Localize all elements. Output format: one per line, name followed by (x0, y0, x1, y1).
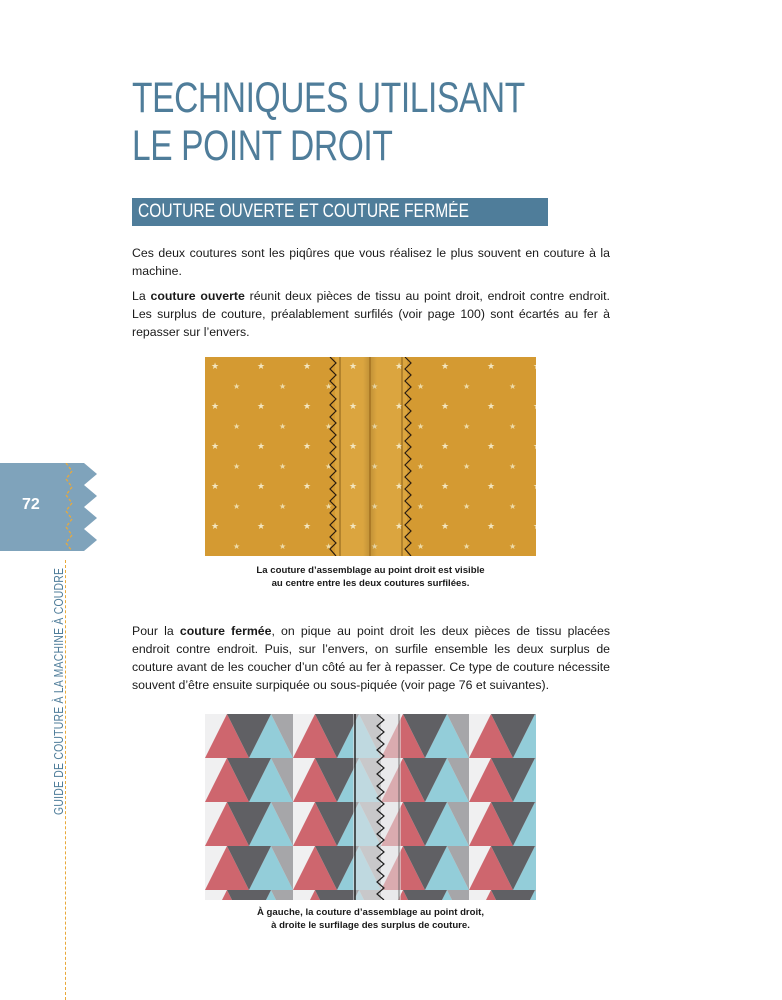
closed-seam-photo (205, 714, 536, 900)
section-banner-text: COUTURE OUVERTE ET COUTURE FERMÉE (138, 201, 469, 222)
closed-seam-intro: Pour la (132, 624, 180, 638)
page-title (132, 74, 569, 170)
section-banner (132, 198, 548, 226)
open-seam-caption (205, 564, 536, 590)
closed-seam-caption-line2: à droite le surfilage des surplus de couture. (271, 920, 470, 931)
open-seam-paragraph (132, 287, 610, 341)
open-seam-photo (205, 357, 536, 556)
intro-paragraph (132, 244, 610, 280)
side-book-title (51, 506, 66, 815)
open-seam-term: couture ouverte (150, 289, 245, 303)
closed-seam-paragraph (132, 622, 610, 694)
open-seam-illustration (205, 357, 536, 556)
closed-seam-caption (205, 906, 536, 932)
open-seam-intro: La (132, 289, 151, 303)
open-seam-caption-line1: La couture d’assemblage au point droit est visible (256, 565, 485, 576)
page-number: 72 (22, 496, 40, 513)
page-title-line2: LE POINT DROIT (132, 122, 393, 170)
closed-seam-illustration (205, 714, 536, 900)
closed-seam-caption-line1: À gauche, la couture d’assemblage au point droit, (256, 907, 485, 918)
open-seam-caption-line2: au centre entre les deux coutures surfilées. (271, 578, 470, 589)
page-title-line1: TECHNIQUES UTILISANT (132, 74, 525, 122)
intro-text: Ces deux coutures sont les piqûres que vous réalisez le plus souvent en couture à la machine. (132, 246, 610, 278)
closed-seam-term: couture fermée (179, 624, 272, 638)
side-book-title-text: GUIDE DE COUTURE À LA MACHINE À COUDRE (51, 567, 66, 815)
open-seam-text: réunit deux pièces de tissu au point droit, endroit contre endroit. Les surplus de couture, préalablement surfilés (voir page 100) sont écartés au fer à repasser sur l’envers. (132, 289, 610, 339)
closed-seam-text: , on pique au point droit les deux pièces de tissu placées endroit contre endroit. Puis, sur l’envers, on surfile ensemble les deux surplus de couture avant de les coucher d’un côté au fer à repasser. Ce type de couture nécessite souvent d’être ensuite surpiquée ou sous-piquée (voir page 76 et suivantes). (132, 624, 610, 692)
